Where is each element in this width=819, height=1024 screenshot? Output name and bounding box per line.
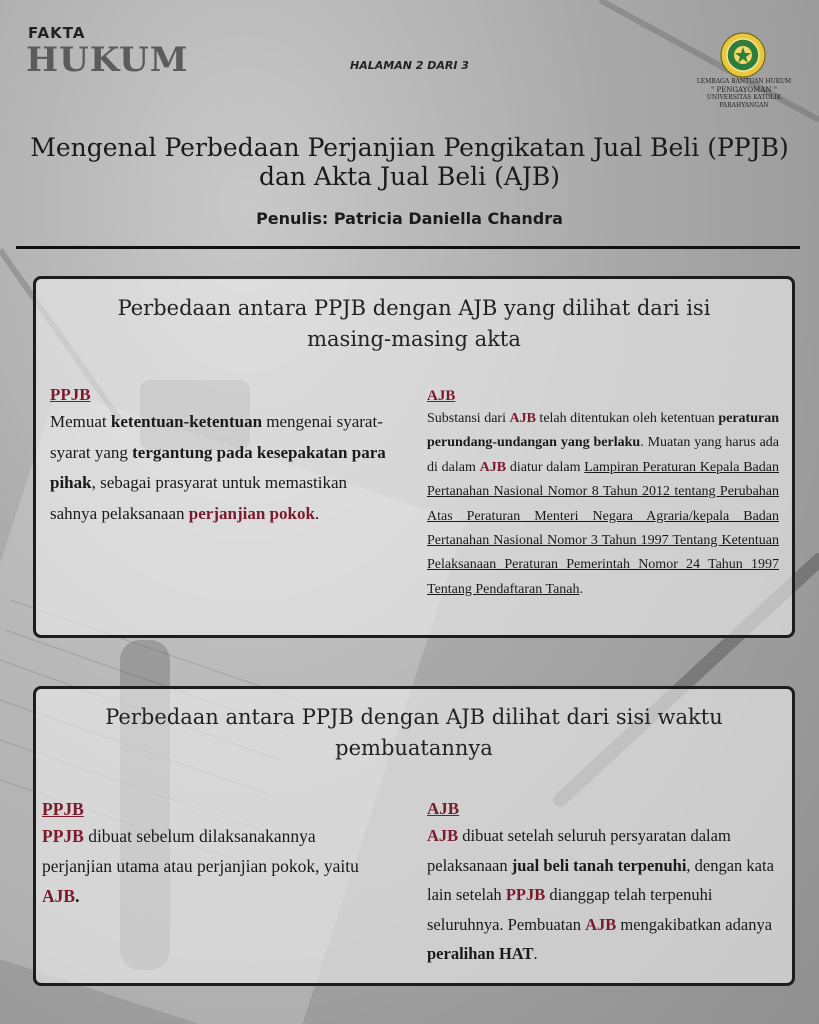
page-indicator: HALAMAN 2 DARI 3 <box>350 59 469 72</box>
section-title-line-1: Perbedaan antara PPJB dengan AJB yang dilihat dari isi <box>117 296 711 320</box>
ajb-text-3: dianggap telah terpenuhi seluruhnya. Pembuatan <box>427 885 713 934</box>
org-line-1: LEMBAGA BANTUAN HUKUM <box>696 78 792 85</box>
ajb-heading: AJB <box>427 388 456 404</box>
ppjb-text-1: Memuat <box>50 412 111 431</box>
ajb-text-5: . <box>579 581 583 597</box>
ppjb-highlight-1: PPJB <box>42 826 84 846</box>
ajb-text-1: dibuat setelah seluruh persyaratan dalam pelaksanaan <box>427 826 731 875</box>
ppjb-bold-1: ketentuan-ketentuan <box>110 412 263 431</box>
ajb-highlight-2: AJB <box>479 459 507 475</box>
section-title-line-2: masing-masing akta <box>307 327 521 351</box>
ajb-text-2: telah ditentukan oleh ketentuan <box>535 411 719 426</box>
author-line: Penulis: Patricia Daniella Chandra <box>256 209 563 228</box>
brand-logo-text: HUKUM <box>26 40 189 80</box>
ppjb-column <box>42 797 387 911</box>
ajb-bold-1: peraturan perundang-undangan yang berlaku <box>427 411 779 451</box>
section-title <box>56 293 772 355</box>
section-title-line-1: Perbedaan antara PPJB dengan AJB dilihat dari sisi waktu <box>105 705 723 729</box>
ajb-bold-2: peralihan HAT <box>427 944 534 963</box>
ppjb-heading: PPJB <box>50 385 91 404</box>
ppjb-text-2: . <box>75 886 80 906</box>
ppjb-highlight-2: AJB <box>42 886 76 906</box>
ajb-text-4: diatur dalam <box>506 459 585 475</box>
title-divider <box>16 246 800 249</box>
ajb-highlight-2: PPJB <box>505 885 546 904</box>
ppjb-column <box>50 383 390 529</box>
ajb-column <box>427 797 782 969</box>
ajb-text-2: , dengan kata lain setelah <box>427 855 774 904</box>
ajb-heading: AJB <box>427 799 460 818</box>
ajb-text-3: . Muatan yang harus ada di dalam <box>427 435 779 475</box>
section-title-line-2: pembuatannya <box>335 736 493 760</box>
brand-label: FAKTA <box>28 24 86 42</box>
ppjb-text-3: , sebagai prasyarat untuk memastikan sahnya pelaksanaan <box>50 473 347 523</box>
ppjb-text-4: . <box>314 503 320 523</box>
ajb-bold-1: jual beli tanah terpenuhi <box>511 855 687 875</box>
page-title: Mengenal Perbedaan Perjanjian Pengikatan Jual Beli (PPJB) dan Akta Jual Beli (AJB) <box>30 133 789 191</box>
university-seal-icon <box>720 32 766 78</box>
ppjb-heading: PPJB <box>42 799 84 819</box>
ppjb-highlight-1: perjanjian pokok <box>188 503 315 523</box>
section-title <box>56 702 772 764</box>
org-line-3: UNIVERSITAS KATOLIK PARAHYANGAN <box>706 94 782 109</box>
regulation-reference: Lampiran Peraturan Kepala Badan Pertanahan Nasional Nomor 8 Tahun 2012 tentang Perubahan Atas Peraturan Menteri Negara Agraria/kepala Badan Pertanahan Nasional Nomor 3 Tahun 1997 Tentang Ketentuan Pelaksanaan Peraturan Pemerintah Nomor 24 Tahun 1997 Tentang Pendaftaran Tanah <box>427 459 779 597</box>
ppjb-text-1: dibuat sebelum dilaksanakannya perjanjian utama atau perjanjian pokok, yaitu <box>42 826 359 876</box>
org-line-2: " PENGAYOMAN " <box>711 86 777 94</box>
ajb-text-1: Substansi dari <box>427 411 510 426</box>
organization-name <box>694 78 794 110</box>
ppjb-bold-2: tergantung pada kesepakatan para pihak <box>50 442 386 492</box>
ajb-column <box>427 385 779 602</box>
ajb-highlight-1: AJB <box>509 411 536 426</box>
section-content-difference <box>33 276 795 638</box>
section-timing-difference <box>33 686 795 986</box>
ajb-text-5: . <box>533 944 538 963</box>
ajb-text-4: mengakibatkan adanya <box>616 914 773 934</box>
ajb-highlight-3: AJB <box>585 914 617 934</box>
ajb-highlight-1: AJB <box>427 826 459 845</box>
ppjb-text-2: mengenai syarat-syarat yang <box>50 412 383 462</box>
